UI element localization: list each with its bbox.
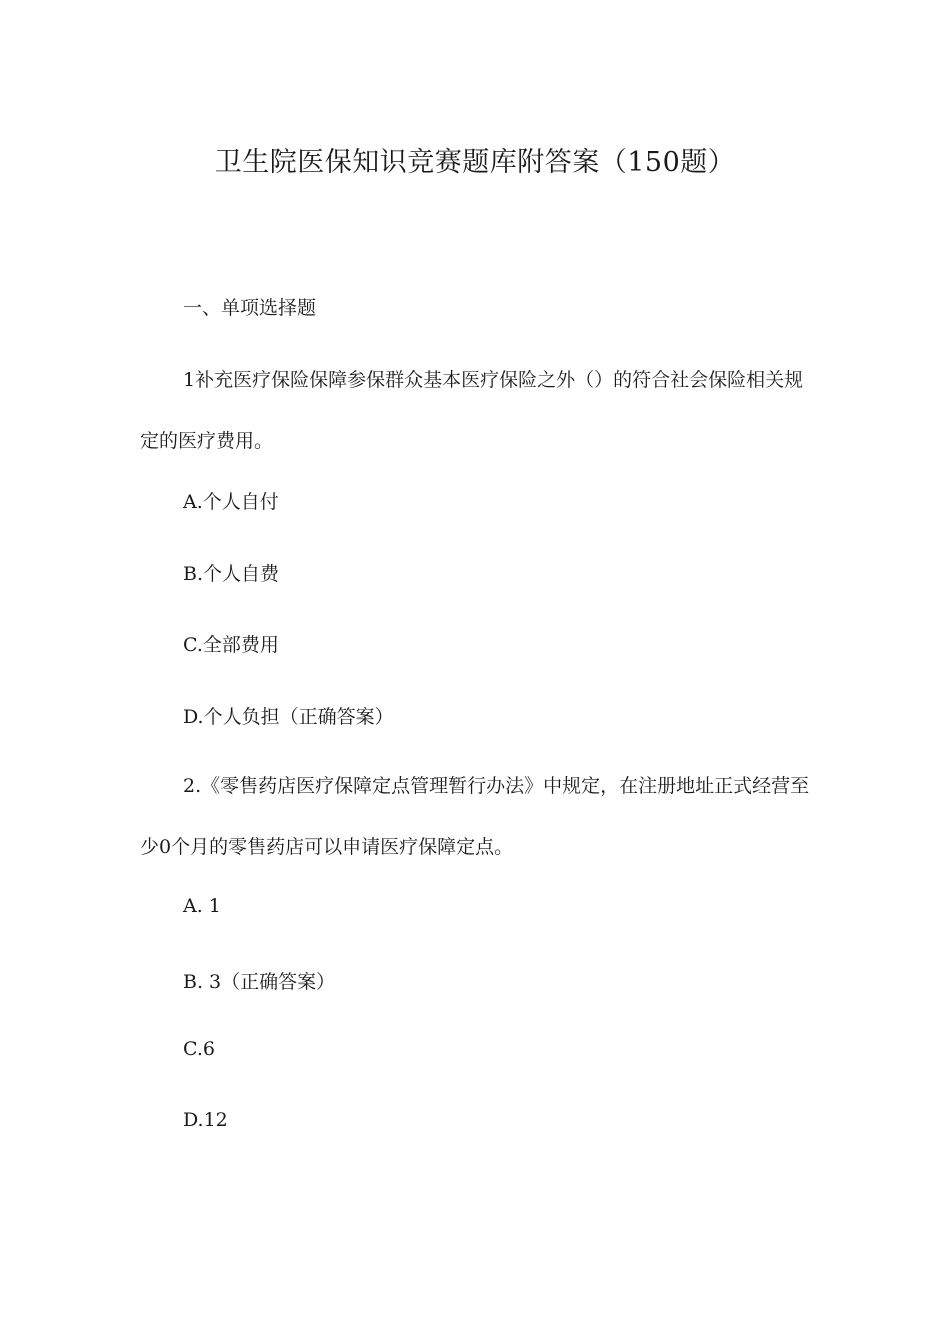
question-1-option-d: D.个人负担（正确答案） (183, 706, 394, 728)
question-1-option-b: B.个人自费 (183, 563, 280, 585)
question-2-option-b: B. 3（正确答案） (183, 971, 336, 993)
question-1-option-c: C.全部费用 (183, 634, 279, 656)
question-2-text: 2.《零售药店医疗保障定点管理暂行办法》中规定，在注册地址正式经营至少0个月的零售药店可以申请医疗保障定点。 (140, 775, 810, 858)
question-2-option-c: C.6 (183, 1038, 215, 1060)
page-title: 卫生院医保知识竞赛题库附答案（150题） (214, 147, 736, 178)
question-1-option-a: A.个人自付 (183, 491, 279, 513)
question-2-option-a: A. 1 (183, 895, 221, 917)
question-2-option-d: D.12 (183, 1109, 228, 1131)
question-1-text: 1补充医疗保险保障参保群众基本医疗保险之外（）的符合社会保险相关规定的医疗费用。 (140, 369, 804, 452)
section-heading: 一、单项选择题 (183, 297, 317, 319)
